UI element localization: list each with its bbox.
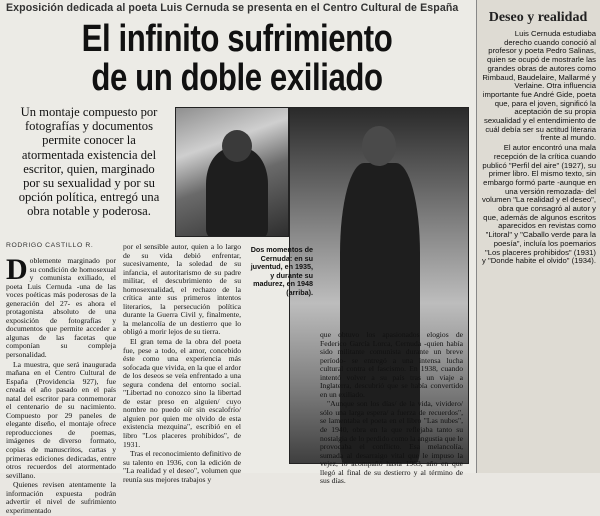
article-column-3	[320, 331, 463, 487]
photo-caption: Dos momentos de Cernuda: en su juventud, en 1935, y durante su madurez, en 1948 (arriba).	[250, 245, 313, 297]
article-paragraph: Quienes revisen atentamente la información expuesta podrán advertir el nivel de sufrimiento experimentado	[6, 480, 116, 515]
sidebar-title: Deseo y realidad	[488, 10, 588, 25]
byline: RODRIGO CASTILLO R.	[6, 242, 94, 249]
drop-cap: D	[6, 253, 28, 286]
article-column-2	[123, 243, 241, 485]
headline	[53, 20, 422, 98]
head-silhouette	[222, 130, 252, 162]
sidebar-body	[482, 30, 596, 267]
article-paragraph: que obtuvo los apasionados elogios de Federico García Lorca, Cernuda -quien había sido militante comunista durante un breve período- se entregó a una intensa lucha cultural contra el fascismo. En 1938, cuando intentó volver a su país tras un viaje a Inglaterra, descubrió que se había convertido en un exiliado.	[320, 330, 463, 399]
sidebar-paragraph: Luis Cernuda estudiaba derecho cuando conoció al profesor y poeta Pedro Salinas, quien se ocupó de mostrarle las grandes obras de autores como Rimbaud, Baudelaire, Mallarmé y Verlaine. Otra influencia importante fue André Gide, poeta que, para el joven, significó la aceptación de su propia sexualidad y el entendimiento de cuál debía ser su actitud literaria frente al mundo.	[482, 29, 596, 143]
headline-line-2: de un doble exiliado	[91, 57, 383, 99]
sidebar-paragraph: El autor encontró una mala recepción de la crítica cuando publicó "Perfil del aire" (1927), su primer libro. El mismo texto, sin embargo formó parte -aunque en una versión remozada- del volumen "La realidad y el deseo", obra que consagró al autor y que, además de algunos escritos aparecidos en revistas como "Litoral" y "Caballo verde para la poesía", incluía los poemarios "Los placeres prohibidos" (1931) y "Donde habite el olvido" (1934).	[482, 143, 597, 266]
deck: Un montaje compuesto por fotografías y documentos permite conocer la atormentada existencia del escritor, quien, marginado por su sexualidad y por su opción política, entregó una obra notable y poderosa.	[18, 105, 160, 219]
head-silhouette	[362, 126, 396, 166]
headline-line-1: El infinito sufrimiento	[81, 18, 393, 60]
article-paragraph: La muestra, que será inaugurada mañana en el Centro Cultural de España (Providencia 927), fue creada el año pasado en el país natal del escritor para conmemorar el centenario de su nacimiento. Compuesto por 29 paneles de elegante diseño, el montaje ofrece reproducciones de poemas, imágenes de diverso formato, copias de manuscritos, cartas y primeras ediciones dedicadas, entre otros recuerdos del atormentado sevillano.	[6, 359, 116, 480]
article-paragraph: oblemente marginado por su condición de homosexual y comunista exiliado, el poeta Luis Cernuda -una de las voces poéticas más poderosas de la generación del 27- es ahora el protagonista absoluto de una exposición de fotografías y documentos que permite acceder a algunas de las facetas que componían su compleja personalidad.	[6, 256, 116, 360]
article-paragraph: Tras el reconocimiento definitivo de su talento en 1936, con la edición de "La realidad y el deseo", volumen que reunía sus mejores trabajos y	[123, 449, 241, 484]
article-paragraph: "Aunque son los días/ de la vida, vividero/ sólo una larga espera/ a fuerza de recuerdos", se lamentaba el poeta en el libro "Las nubes", de 1940, obra en la que reflejaba tanto su nostalgia de lo perdido como la angustia que le provocaba el conflicto. Esa melancolía, sumada al desarraigo vital que le impuso la vejez, lo acompañó hasta 1963, año en que llegó al final de su destierro y al término de sus días.	[320, 399, 463, 486]
article-column-1	[6, 253, 116, 516]
article-paragraph: El gran tema de la obra del poeta fue, pese a todo, el amor, concebido éste como una experiencia más sofocada que vivida, en la que el ardor de los deseos se veía enfrentado a una segura condena del entorno social. "Libertad no conozco sino la libertad de estar preso en alguien/ cuyo nombre no puedo oír sin escalofrío/ alguien por quien me olvido de esta existencia mezquina", escribió en el libro "Los placeres prohibidos", de 1931.	[123, 337, 241, 449]
column-rule	[476, 0, 477, 473]
article-paragraph: por el sensible autor, quien a lo largo de su vida debió enfrentar, sucesivamente, la soledad de su infancia, el autoritarismo de su padre militar, el descubrimiento de su homosexualidad, el rechazo de la crítica ante sus primeros intentos literarios, la persecución política durante la Guerra Civil y, finalmente, la melancolía de un destierro que lo obligó a morir lejos de su tierra.	[123, 242, 241, 337]
kicker: Exposición dedicada al poeta Luis Cernuda se presenta en el Centro Cultural de España	[6, 2, 459, 14]
photo-young-cernuda	[175, 107, 289, 237]
